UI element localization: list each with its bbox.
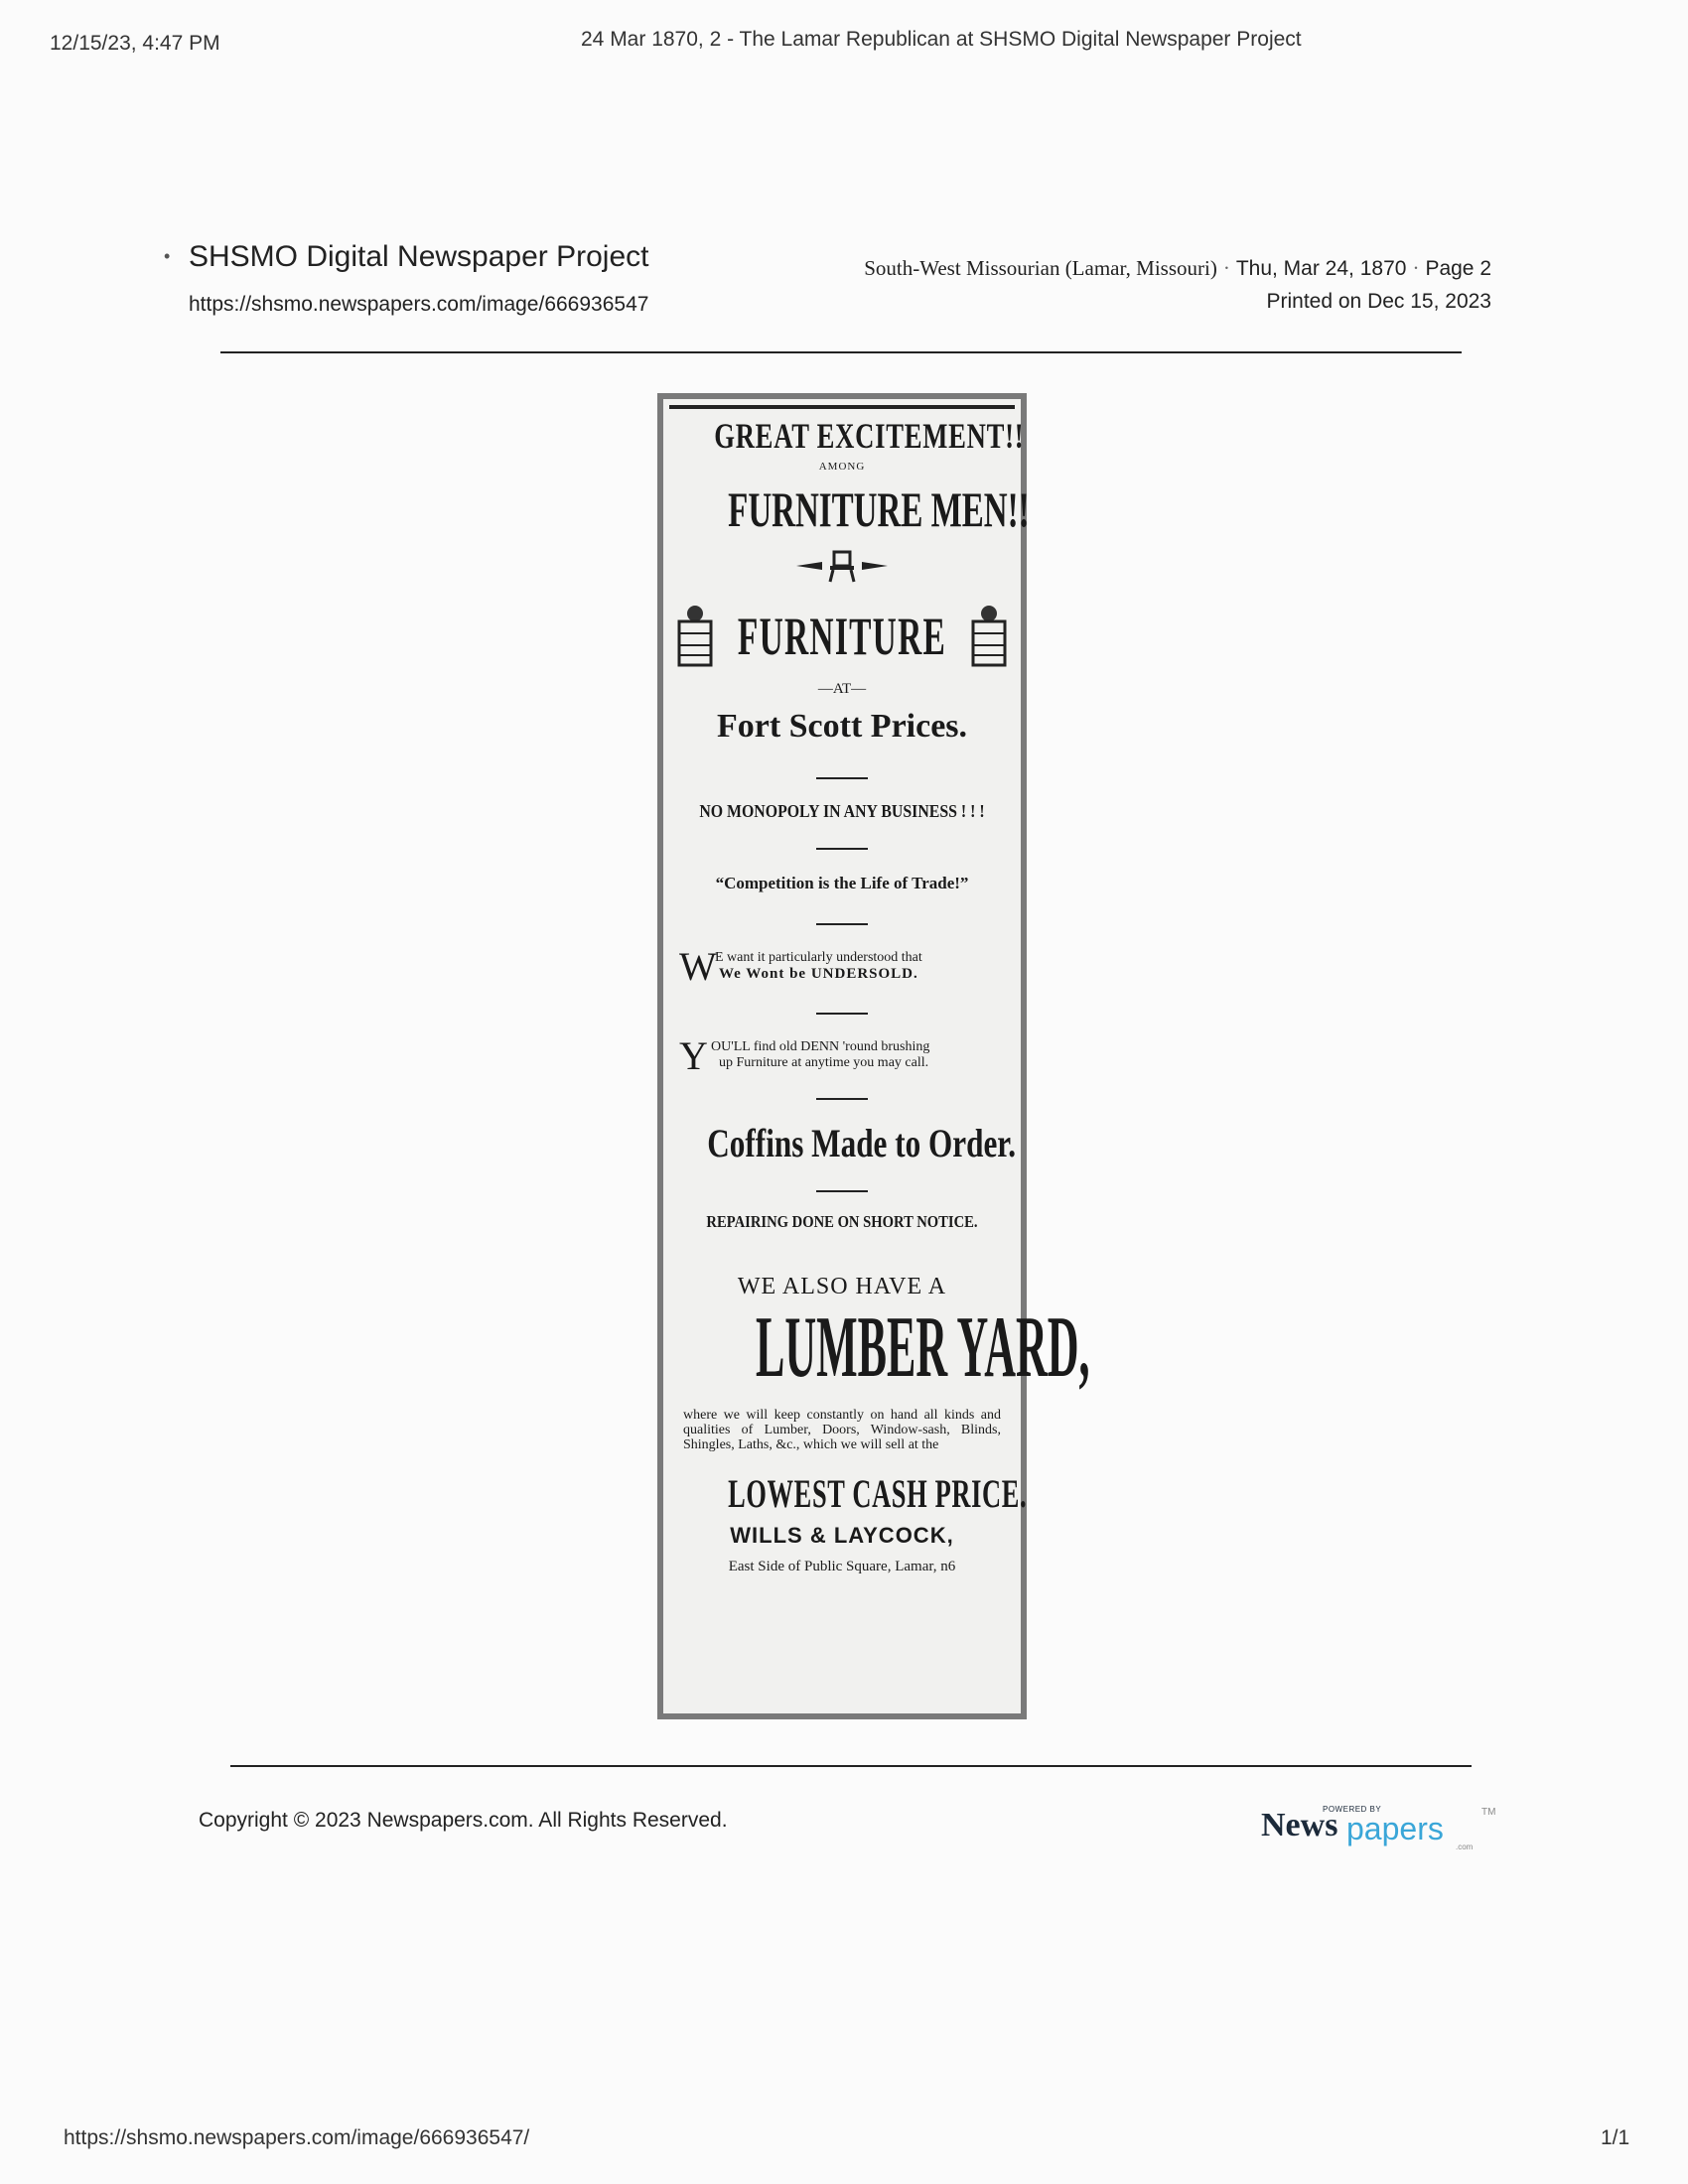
publication-line: South-West Missourian (Lamar, Missouri) · Thu, Mar 24, 1870 · Page 2 <box>864 256 1491 280</box>
ad-divider <box>816 1013 868 1015</box>
chair-ornament-icon <box>792 548 892 584</box>
firm-name: WILLS & LAYCOCK, <box>730 1523 954 1548</box>
competition-quote: “Competition is the Life of Trade!” <box>715 874 969 892</box>
lowest-cash-price: LOWEST CASH PRICE. <box>728 1471 1028 1516</box>
dresser-icon <box>675 604 715 667</box>
newspaper-clipping <box>657 393 1090 1719</box>
copyright-text: Copyright © 2023 Newspapers.com. All Rights Reserved. <box>199 1809 728 1832</box>
header-divider <box>220 351 1462 353</box>
lumber-yard-heading: LUMBER YARD, <box>756 1299 1090 1396</box>
ad-divider <box>816 923 868 925</box>
ad-divider <box>816 777 868 779</box>
footer-divider <box>230 1765 1472 1767</box>
furniture-banner <box>669 600 1015 673</box>
no-monopoly-text: NO MONOPOLY IN ANY BUSINESS ! ! ! <box>699 801 985 821</box>
print-page-title: 24 Mar 1870, 2 - The Lamar Republican at SHSMO Digital Newspaper Project <box>581 28 1302 51</box>
publication-date: Thu, Mar 24, 1870 <box>1235 257 1407 280</box>
print-datetime: 12/15/23, 4:47 PM <box>50 32 220 55</box>
print-url[interactable]: https://shsmo.newspapers.com/image/666936547/ <box>64 2126 530 2149</box>
undersold-line-1: E want it particularly understood that <box>715 950 922 965</box>
clipping-top-rule <box>669 405 1015 409</box>
print-page-count: 1/1 <box>1601 2126 1630 2149</box>
logo-powered-by: POWERED BY <box>1323 1805 1382 1814</box>
site-title: SHSMO Digital Newspaper Project <box>189 240 649 273</box>
also-have-text: WE ALSO HAVE A <box>737 1274 947 1299</box>
dresser-icon <box>969 604 1009 667</box>
ad-divider <box>816 1098 868 1100</box>
logo-word-papers: papers <box>1346 1811 1444 1846</box>
denn-line-1: OU'LL find old DENN 'round brushing <box>711 1039 930 1054</box>
lumber-body-text: where we will keep constantly on hand all kinds and qualities of Lumber, Doors, Window-sash, Blinds, Shingles, Laths, &c., which we will sell at the <box>683 1408 1001 1452</box>
drop-cap-y: Y <box>679 1033 708 1078</box>
headline-great-excitement: GREAT EXCITEMENT!! <box>714 416 1025 456</box>
repairing-text: REPAIRING DONE ON SHORT NOTICE. <box>706 1212 978 1231</box>
newspapers-logo <box>1261 1805 1509 1850</box>
logo-word-news: News <box>1261 1807 1338 1843</box>
publication-name: South-West Missourian (Lamar, Missouri) <box>864 256 1217 280</box>
logo-dotcom: .com <box>1456 1843 1474 1851</box>
coffins-heading: Coffins Made to Order. <box>707 1121 1017 1165</box>
clip-url[interactable]: https://shsmo.newspapers.com/image/666936547 <box>189 293 649 316</box>
among-text: AMONG <box>818 461 866 473</box>
headline-furniture-men: FURNITURE MEN!! <box>728 481 1030 537</box>
denn-line-2: up Furniture at anytime you may call. <box>719 1055 929 1070</box>
logo-trademark: TM <box>1481 1807 1496 1818</box>
denn-notice <box>669 1033 1015 1078</box>
ad-divider <box>816 848 868 850</box>
drop-cap-w: W <box>679 944 717 989</box>
at-text: —AT— <box>817 681 867 697</box>
bullet-icon: • <box>164 246 171 266</box>
printed-on-date: Printed on Dec 15, 2023 <box>1266 290 1491 313</box>
fort-scott-prices: Fort Scott Prices. <box>716 708 968 745</box>
undersold-line-2: We Wont be UNDERSOLD. <box>719 966 918 982</box>
firm-address: East Side of Public Square, Lamar, n6 <box>728 1559 956 1574</box>
publication-page: Page 2 <box>1425 257 1491 280</box>
undersold-notice <box>669 944 1015 989</box>
furniture-heading: FURNITURE <box>737 607 947 666</box>
ad-divider <box>816 1190 868 1192</box>
